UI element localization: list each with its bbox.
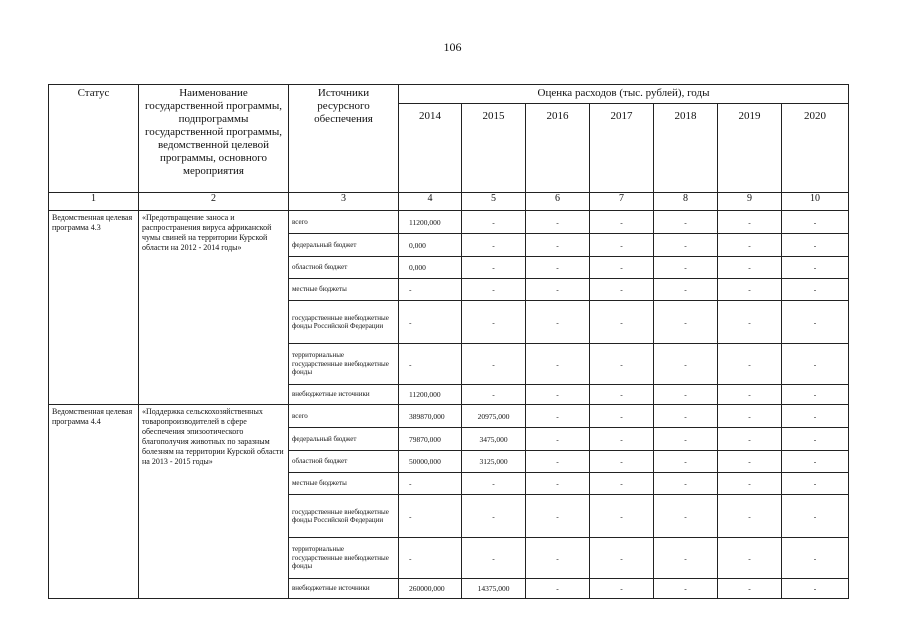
amount-cell: 0,000 xyxy=(399,257,462,279)
amount-cell: - xyxy=(718,451,782,473)
amount-cell: - xyxy=(590,344,654,385)
amount-cell: - xyxy=(590,579,654,599)
amount-cell: - xyxy=(590,301,654,344)
amount-cell: - xyxy=(782,301,849,344)
amount-cell: - xyxy=(526,385,590,405)
amount-cell: - xyxy=(718,257,782,279)
funding-source: областной бюджет xyxy=(289,451,399,473)
amount-cell: - xyxy=(526,428,590,451)
amount-cell: - xyxy=(526,495,590,538)
header-year: 2020 xyxy=(782,104,849,193)
amount-cell: - xyxy=(399,473,462,495)
amount-cell: - xyxy=(399,301,462,344)
funding-source: территориальные государственные внебюджетные фонды xyxy=(289,344,399,385)
header-year: 2015 xyxy=(462,104,526,193)
amount-cell: 3125,000 xyxy=(462,451,526,473)
amount-cell: - xyxy=(462,473,526,495)
amount-cell: - xyxy=(526,538,590,579)
amount-cell: - xyxy=(462,385,526,405)
amount-cell: - xyxy=(462,301,526,344)
amount-cell: - xyxy=(590,257,654,279)
amount-cell: 20975,000 xyxy=(462,405,526,428)
column-number: 7 xyxy=(590,193,654,211)
amount-cell: - xyxy=(782,344,849,385)
funding-source: внебюджетные источники xyxy=(289,579,399,599)
amount-cell: - xyxy=(590,234,654,257)
amount-cell: - xyxy=(782,405,849,428)
amount-cell: - xyxy=(718,301,782,344)
amount-cell: - xyxy=(590,279,654,301)
header-year: 2019 xyxy=(718,104,782,193)
amount-cell: - xyxy=(654,579,718,599)
column-number: 5 xyxy=(462,193,526,211)
amount-cell: - xyxy=(654,385,718,405)
amount-cell: 79870,000 xyxy=(399,428,462,451)
amount-cell: - xyxy=(718,385,782,405)
column-number: 2 xyxy=(139,193,289,211)
amount-cell: - xyxy=(526,344,590,385)
amount-cell: - xyxy=(526,405,590,428)
amount-cell: - xyxy=(462,211,526,234)
column-number: 8 xyxy=(654,193,718,211)
column-number: 1 xyxy=(49,193,139,211)
page-number: 106 xyxy=(443,40,462,54)
amount-cell: 260000,000 xyxy=(399,579,462,599)
budget-table xyxy=(48,84,849,599)
amount-cell: - xyxy=(399,538,462,579)
amount-cell: - xyxy=(526,234,590,257)
table-body xyxy=(49,85,849,599)
amount-cell: - xyxy=(782,385,849,405)
amount-cell: - xyxy=(654,211,718,234)
amount-cell: - xyxy=(526,211,590,234)
amount-cell: - xyxy=(718,473,782,495)
amount-cell: - xyxy=(654,538,718,579)
amount-cell: - xyxy=(782,211,849,234)
amount-cell: - xyxy=(590,538,654,579)
funding-source: всего xyxy=(289,211,399,234)
amount-cell: - xyxy=(399,344,462,385)
amount-cell: - xyxy=(462,257,526,279)
amount-cell: - xyxy=(590,495,654,538)
amount-cell: - xyxy=(718,495,782,538)
amount-cell: - xyxy=(782,495,849,538)
funding-source: федеральный бюджет xyxy=(289,234,399,257)
amount-cell: - xyxy=(718,234,782,257)
funding-source: областной бюджет xyxy=(289,257,399,279)
amount-cell: - xyxy=(526,451,590,473)
amount-cell: - xyxy=(590,405,654,428)
amount-cell: - xyxy=(654,451,718,473)
amount-cell: - xyxy=(399,279,462,301)
amount-cell: - xyxy=(782,579,849,599)
amount-cell: - xyxy=(654,473,718,495)
amount-cell: - xyxy=(654,301,718,344)
column-number: 9 xyxy=(718,193,782,211)
amount-cell: 50000,000 xyxy=(399,451,462,473)
header-status: Статус xyxy=(49,85,139,193)
amount-cell: - xyxy=(654,428,718,451)
program-status: Ведомственная целевая программа 4.4 xyxy=(49,405,139,599)
header-name: Наименование государственной программы, подпрограммы государственной программы, ведомственной целевой программы, основного мероприятия xyxy=(139,85,289,193)
funding-source: всего xyxy=(289,405,399,428)
amount-cell: - xyxy=(782,428,849,451)
funding-source: государственные внебюджетные фонды Российской Федерации xyxy=(289,495,399,538)
amount-cell: 0,000 xyxy=(399,234,462,257)
amount-cell: - xyxy=(718,428,782,451)
amount-cell: - xyxy=(462,538,526,579)
header-year: 2018 xyxy=(654,104,718,193)
amount-cell: - xyxy=(462,495,526,538)
amount-cell: - xyxy=(590,473,654,495)
amount-cell: 3475,000 xyxy=(462,428,526,451)
amount-cell: - xyxy=(462,279,526,301)
header-estimate: Оценка расходов (тыс. рублей), годы xyxy=(399,85,849,104)
column-number: 10 xyxy=(782,193,849,211)
amount-cell: - xyxy=(654,344,718,385)
amount-cell: - xyxy=(654,257,718,279)
program-name: «Поддержка сельскохозяйственных товаропроизводителей в сфере обеспечения эпизоотического благополучия животных по заразным болезням на территории Курской области на 2013 - 2015 годы» xyxy=(139,405,289,599)
amount-cell: 389870,000 xyxy=(399,405,462,428)
amount-cell: - xyxy=(718,344,782,385)
header-year: 2017 xyxy=(590,104,654,193)
column-number: 6 xyxy=(526,193,590,211)
program-status: Ведомственная целевая программа 4.3 xyxy=(49,211,139,405)
column-number: 4 xyxy=(399,193,462,211)
header-sources: Источники ресурсного обеспечения xyxy=(289,85,399,193)
amount-cell: - xyxy=(462,234,526,257)
column-numbers-row xyxy=(49,193,849,211)
funding-source: территориальные государственные внебюджетные фонды xyxy=(289,538,399,579)
funding-source: местные бюджеты xyxy=(289,473,399,495)
amount-cell: - xyxy=(782,538,849,579)
funding-source: государственные внебюджетные фонды Российской Федерации xyxy=(289,301,399,344)
amount-cell: - xyxy=(590,211,654,234)
amount-cell: - xyxy=(526,473,590,495)
amount-cell: - xyxy=(718,405,782,428)
amount-cell: - xyxy=(782,279,849,301)
amount-cell: - xyxy=(718,538,782,579)
header-year: 2016 xyxy=(526,104,590,193)
amount-cell: - xyxy=(526,279,590,301)
amount-cell: - xyxy=(654,234,718,257)
table-row xyxy=(49,211,849,234)
amount-cell: 11200,000 xyxy=(399,385,462,405)
amount-cell: - xyxy=(654,279,718,301)
amount-cell: - xyxy=(654,405,718,428)
amount-cell: - xyxy=(782,451,849,473)
amount-cell: - xyxy=(590,451,654,473)
program-name: «Предотвращение заноса и распространения вируса африканской чумы свиней на территории Курской области на 2012 - 2014 годы» xyxy=(139,211,289,405)
amount-cell: - xyxy=(462,344,526,385)
table-row xyxy=(49,405,849,428)
funding-source: внебюджетные источники xyxy=(289,385,399,405)
amount-cell: - xyxy=(718,279,782,301)
amount-cell: - xyxy=(590,385,654,405)
column-number: 3 xyxy=(289,193,399,211)
amount-cell: - xyxy=(782,473,849,495)
amount-cell: - xyxy=(526,301,590,344)
amount-cell: - xyxy=(654,495,718,538)
amount-cell: - xyxy=(782,234,849,257)
amount-cell: - xyxy=(526,579,590,599)
amount-cell: - xyxy=(590,428,654,451)
amount-cell: - xyxy=(526,257,590,279)
amount-cell: - xyxy=(782,257,849,279)
amount-cell: - xyxy=(718,211,782,234)
funding-source: местные бюджеты xyxy=(289,279,399,301)
funding-source: федеральный бюджет xyxy=(289,428,399,451)
amount-cell: 11200,000 xyxy=(399,211,462,234)
header-row xyxy=(49,85,849,104)
amount-cell: - xyxy=(399,495,462,538)
header-year: 2014 xyxy=(399,104,462,193)
amount-cell: - xyxy=(718,579,782,599)
amount-cell: 14375,000 xyxy=(462,579,526,599)
